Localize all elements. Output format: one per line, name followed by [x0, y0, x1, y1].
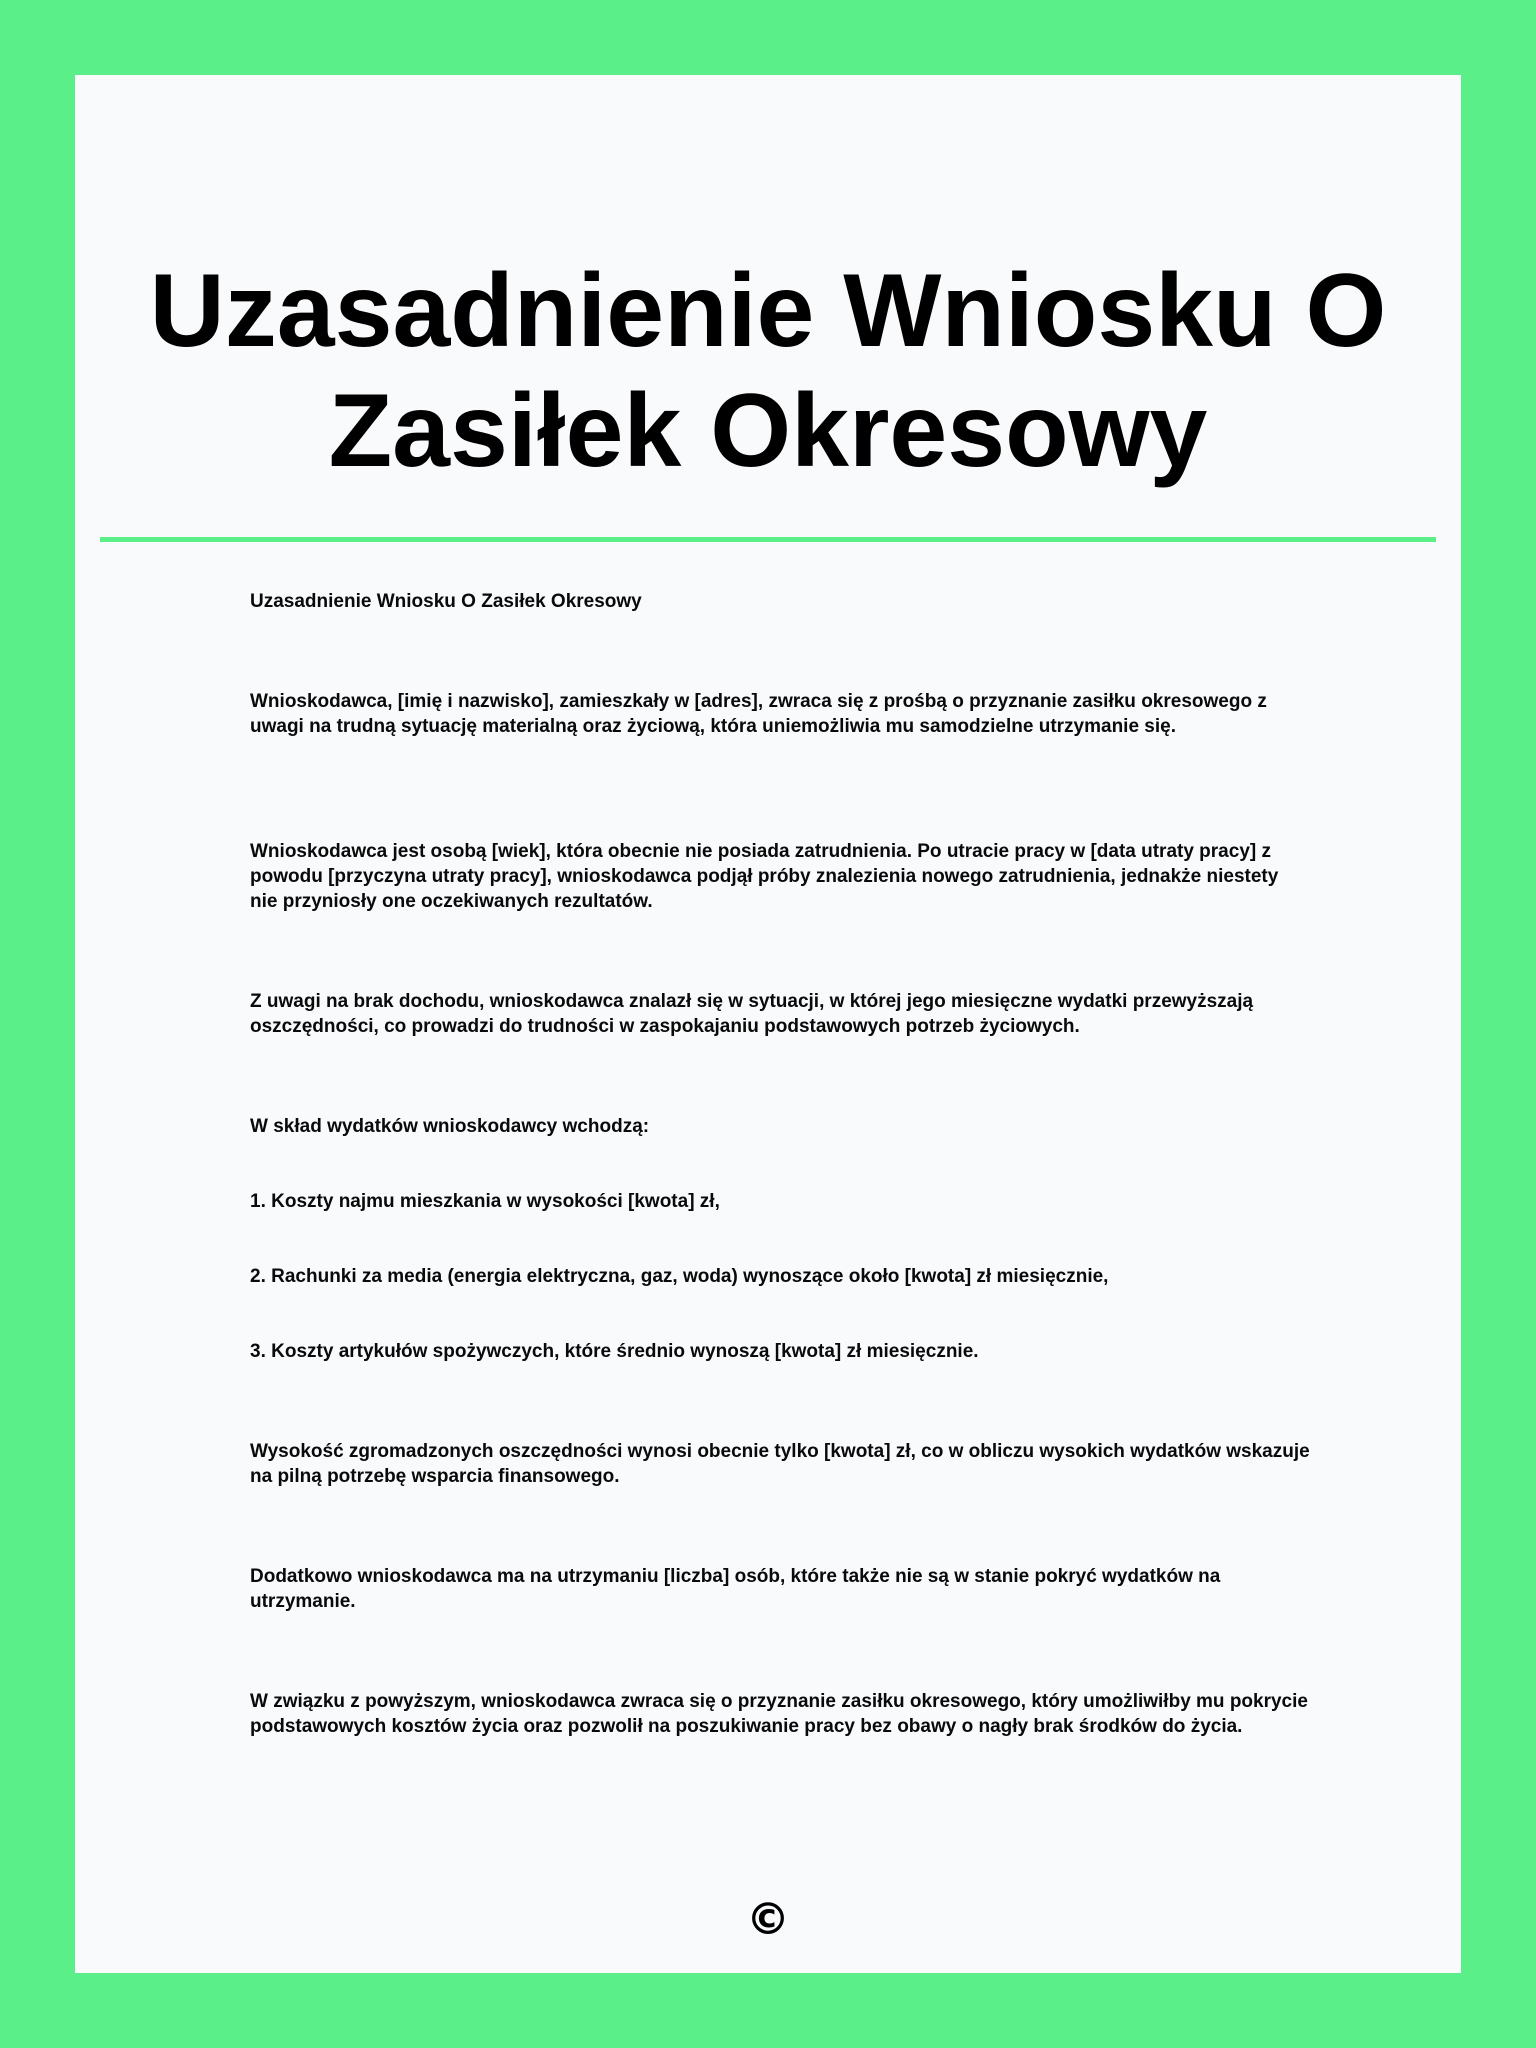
- copyright-icon: ©: [746, 1894, 790, 1945]
- paragraph-dependents: Dodatkowo wnioskodawca ma na utrzymaniu [liczba] osób, które także nie są w stanie pokryć wydatków na utrzymanie.: [250, 1566, 1221, 1612]
- title-divider: [100, 537, 1436, 542]
- paragraph-savings: Wysokość zgromadzonych oszczędności wynosi obecnie tylko [kwota] zł, co w obliczu wysokich wydatków wskazuje na pilną potrzebę wsparcia finansowego.: [250, 1441, 1310, 1487]
- list-item-groceries: 3. Koszty artykułów spożywczych, które średnio wynoszą [kwota] zł miesięcznie.: [250, 1341, 979, 1362]
- document-title: Uzasadnienie Wniosku O Zasiłek Okresowy: [149, 253, 1387, 489]
- document-heading: Uzasadnienie Wniosku O Zasiłek Okresowy: [250, 591, 642, 612]
- paragraph-income: Z uwagi na brak dochodu, wnioskodawca znalazł się w sytuacji, w której jego miesięczne wydatki przewyższają oszczędności, co prowadzi do trudności w zaspokajaniu podstawowych potrzeb życiowych.: [250, 991, 1254, 1037]
- document-page: [75, 75, 1461, 1973]
- list-item-utilities: 2. Rachunki za media (energia elektryczna, gaz, woda) wynoszące około [kwota] zł miesięcznie,: [250, 1266, 1109, 1287]
- list-item-rent: 1. Koszty najmu mieszkania w wysokości [kwota] zł,: [250, 1191, 720, 1212]
- paragraph-introduction: Wnioskodawca, [imię i nazwisko], zamieszkały w [adres], zwraca się z prośbą o przyznanie zasiłku okresowego z uwagi na trudną sytuację materialną oraz życiową, która uniemożliwia mu samodzielne utrzymanie się.: [250, 691, 1267, 737]
- paragraph-expenses-intro: W skład wydatków wnioskodawcy wchodzą:: [250, 1116, 650, 1137]
- paragraph-employment: Wnioskodawca jest osobą [wiek], która obecnie nie posiada zatrudnienia. Po utracie pracy w [data utraty pracy] z powodu [przyczyna utraty pracy], wnioskodawca podjął próby znalezienia nowego zatrudnienia, jednakże niestety nie przyniosły one oczekiwanych rezultatów.: [250, 841, 1279, 912]
- paragraph-conclusion: W związku z powyższym, wnioskodawca zwraca się o przyznanie zasiłku okresowego, który umożliwiłby mu pokrycie podstawowych kosztów życia oraz pozwolił na poszukiwanie pracy bez obawy o nagły brak środków do życia.: [250, 1691, 1308, 1737]
